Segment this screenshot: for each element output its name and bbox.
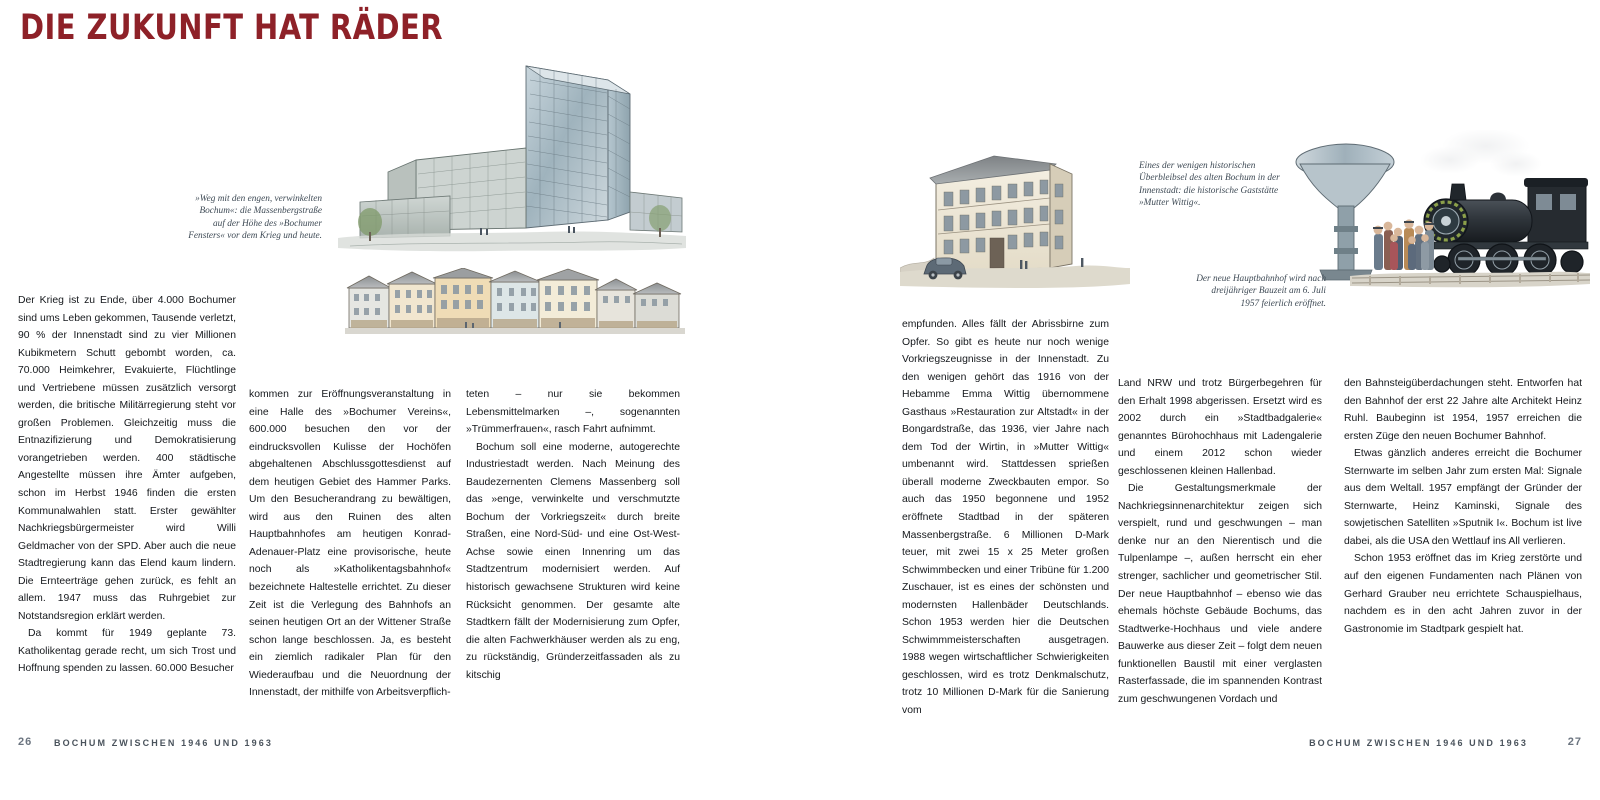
page-title: DIE ZUKUNFT HAT RÄDER	[20, 8, 444, 48]
page-number-right: 27	[1567, 736, 1582, 748]
paragraph: teten – nur sie bekommen Lebensmittelmarken –, sogenannten »Trümmerfrauen«, rasch Fahrt aufnimmt.	[466, 389, 680, 436]
illustration-steam-locomotive	[1290, 130, 1590, 305]
paragraph: empfunden. Alles fällt der Abrissbirne zum Opfer. So gibt es heute nur noch wenige Vorkriegszeugnisse in der Innenstadt. Zu den wenigen gehört das 1916 von der Hebamme Emma Wittig übernommene Gasthaus »Restauration zur Altstadt« in der Bongardstraße, das 1936, vier Jahre nach dem Tod der Wirtin, in »Mutter Wittig« umbenannt wird. Stattdessen sprießen überall moderne Zweckbauten empor. So auch das 1950 begonnene und 1952 eröffnete Stadtbad in der späteren Massenbergstraße. 6 Millionen D-Mark teuer, mit zwei 15 x 25 Meter großen Schwimmbecken und einer Tribüne für 1.200 Zuschauer, ist es eines der schönsten und modernsten Hallenbäder Deutschlands. Schon 1953 werden hier die Deutschen Schwimmmeisterschaften ausgetragen. 1988 wegen wirtschaftlicher Schwierigkeiten geschlossen, wird es trotz Denkmalschutz, trotz 10 Millionen D-Mark für die Sanierung vom	[902, 319, 1109, 717]
paragraph: Bochum soll eine moderne, autogerechte Industriestadt werden. Nach Meinung des Baudezernenten Clemens Massenberg soll das »enge, verwinkelte und verschmutzte Bochum der Vorkriegszeit« durch breite Straßen, eine Nord-Süd- und eine Ost-West-Achse sowie einen Innenring um das Stadtzentrum modernisiert werden. Auf historisch gewachsene Strukturen wird keine Rücksicht genommen. Der gesamte alte Stadtkern fällt der Modernisierung zum Opfer, die alten Fachwerkhäuser werden als zu eng, zu rückständig, Gründerzeitfassaden als zu kitschig	[466, 441, 680, 681]
text-column-5	[1118, 375, 1322, 708]
paragraph: Da kommt für 1949 geplante 73. Katholikentag gerade recht, um sich Trost und Hoffnung spenden zu lassen. 60.000 Besucher	[18, 628, 236, 675]
illustration-glass-office-building	[330, 52, 690, 282]
paragraph: Die Gestaltungsmerkmale der Nachkriegsinnenarchitektur zeigen sich verspielt, rund und geschwungen – man denke nur an den Nierentisch und die Tulpenlampe –, außen herrscht ein eher strenger, sachlicher und geometrischer Stil. Der neue Hauptbahnhof – ebenso wie das ehemals höchste Gebäude Bochums, das Stadtwerke-Hochhaus und viele andere Bauwerke aus dieser Zeit – folgt dem neuen funktionellen Baustil mit einer verglasten Rasterfassade, die im spannenden Kontrast zum geschwungenen Vordach und	[1118, 483, 1322, 705]
paragraph: den Bahnsteigüberdachungen steht. Entworfen hat den Bahnhof der erst 22 Jahre alte Architekt Heinz Ruhl. Baubeginn ist 1954, 1957 erreichen die ersten Züge den neuen Bochumer Bahnhof.	[1344, 378, 1582, 442]
text-column-4	[902, 316, 1109, 720]
text-column-1	[18, 292, 236, 678]
paragraph: Schon 1953 eröffnet das im Krieg zerstörte und auf den eigenen Fundamenten nach Plänen von Gerhard Grauber neu errichtete Schauspielhaus, nachdem es in den acht Jahren zuvor in der Gastronomie im Stadtpark gespielt hat.	[1344, 553, 1582, 635]
caption-left: »Weg mit den engen, verwinkelten Bochum«: die Massenbergstraße auf der Höhe des »Bochumer Fensters« vor dem Krieg und heute.	[188, 194, 322, 242]
text-column-3	[466, 386, 680, 684]
illustration-historic-street-row	[345, 268, 685, 334]
running-head-right: BOCHUM ZWISCHEN 1946 UND 1963	[1309, 738, 1528, 748]
paragraph: Land NRW und trotz Bürgerbegehren für den Erhalt 1998 abgerissen. Ersetzt wird es 2002 durch ein »Stadtbadgalerie« genanntes Bürohochhaus mit Ladengalerie und einem 2012 schon wieder geschlossenen kleinen Hallenbad.	[1118, 378, 1322, 477]
caption-right: Der neue Hauptbahnhof wird nach dreijähriger Bauzeit am 6. Juli 1957 feierlich eröffnet.	[1196, 274, 1326, 309]
text-column-2	[249, 386, 451, 702]
paragraph: Der Krieg ist zu Ende, über 4.000 Bochumer sind ums Leben gekommen, Tausende verletzt, 90 % der Innenstadt sind zu vier Millionen Kubikmetern Schutt gebombt worden, ca. 70.000 Heimkehrer, Evakuierte, Flüchtlinge und Vertriebene müssen zusätzlich versorgt werden, die britische Militärregierung steht vor großen Problemen. Gleichzeitig muss die Entnazifizierung und Demokratisierung vorangetrieben werden. 400 städtische Angestellte müssen ihre Ämter aufgeben, schon im Herbst 1946 finden die ersten Kommunalwahlen statt. Erster gewählter Nachkriegsbürgermeister wird Willi Geldmacher von der SPD. Aber auch die neue Stadtregierung kann das Elend kaum lindern. Die Ernteerträge gehen zurück, es fehlt an allem. 1947 muss das Ruhrgebiet zur Notstandsregion erklärt werden.	[18, 295, 236, 622]
running-head-left: BOCHUM ZWISCHEN 1946 UND 1963	[54, 738, 273, 748]
illustration-mutter-wittig-house	[900, 140, 1130, 300]
text-column-6	[1344, 375, 1582, 638]
paragraph: kommen zur Eröffnungsveranstaltung in eine Halle des »Bochumer Vereins«, 600.000 besuchen den vor der eindrucksvollen Kulisse der Hochöfen abgehaltenen Abschlussgottesdienst auf dem heutigen Gebiet des Hammer Parks. Um den Besucherandrang zu bewältigen, wird aus den Ruinen des alten Hauptbahnhofes am heutigen Konrad-Adenauer-Platz eine provisorische, heute noch als »Katholikentagsbahnhof« bezeichnete Haltestelle errichtet. Zu dieser Zeit ist die Verlegung des Bahnhofs an seinen heutigen Ort an der Wittener Straße schon lange beschlossen. Ja, es besteht ein ziemlich radikaler Plan für den Wiederaufbau und die Neuordnung der Innenstadt, der mithilfe von Arbeitsverpflich-	[249, 389, 451, 699]
page-number-left: 26	[18, 736, 33, 748]
paragraph: Etwas gänzlich anderes erreicht die Bochumer Sternwarte im selben Jahr zum ersten Mal: Signale aus dem Weltall. 1957 empfängt der Gründer der Sternwarte, Heinz Kaminski, Signale des sowjetischen Satelliten »Sputnik I«. Bochum ist live dabei, als die USA den Wettlauf ins All verlieren.	[1344, 448, 1582, 547]
caption-middle: Eines der wenigen historischen Überbleibsel des alten Bochum in der Innenstadt: die historische Gaststätte »Mutter Wittig«.	[1139, 161, 1280, 209]
